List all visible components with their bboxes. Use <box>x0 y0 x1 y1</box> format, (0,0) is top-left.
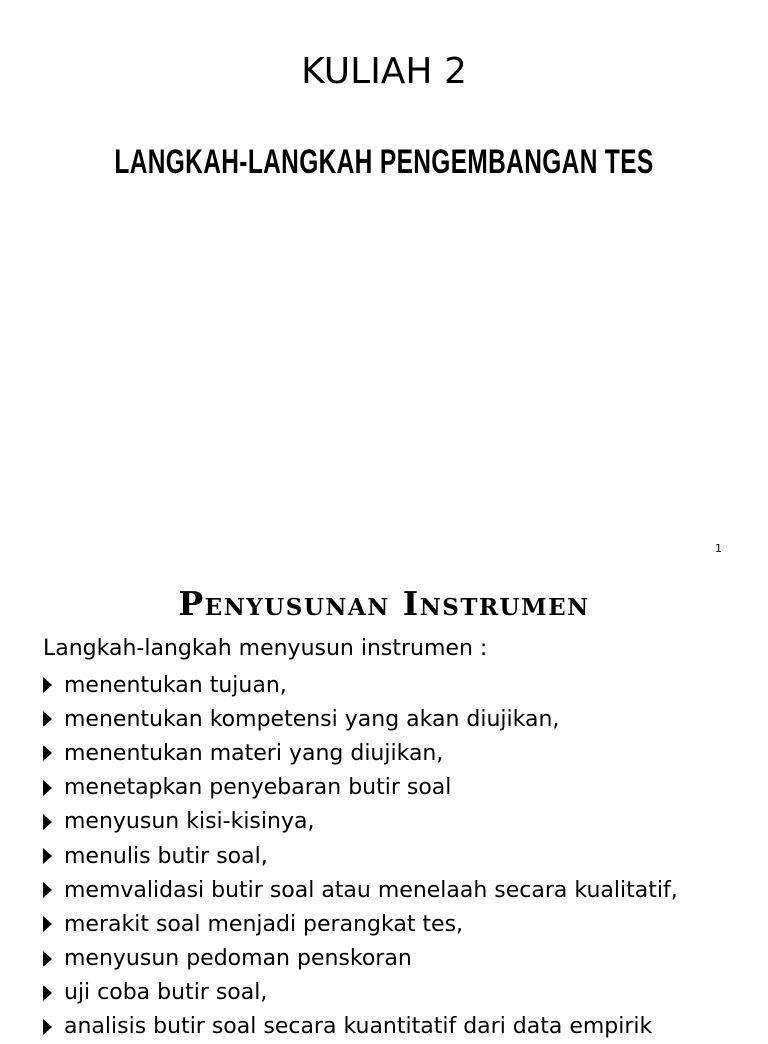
list-item <box>43 976 678 1010</box>
bullet-list <box>43 668 678 1044</box>
list-item <box>43 907 678 941</box>
list-item-text: menentukan tujuan, <box>64 672 287 698</box>
list-item-text: menyusun kisi-kisinya, <box>64 809 315 835</box>
slide-subtitle: LANGKAH-LANGKAH PENGEMBANGAN TES <box>114 143 654 181</box>
section-title: Penyusunan Instrumen <box>178 584 590 623</box>
list-item-text: menetapkan penyebaran butir soal <box>64 775 452 801</box>
triangle-right-icon <box>43 985 52 1001</box>
triangle-right-icon <box>43 848 52 864</box>
triangle-right-icon <box>43 745 52 761</box>
triangle-right-icon <box>43 916 52 932</box>
triangle-right-icon <box>43 711 52 727</box>
list-item-text: uji coba butir soal, <box>64 980 268 1006</box>
list-item <box>43 668 678 702</box>
list-item-text: menentukan materi yang diujikan, <box>64 740 444 766</box>
list-item <box>43 702 678 736</box>
slide-number: 1 <box>715 542 722 555</box>
list-item-text: analisis butir soal secara kuantitatif dari data empirik <box>64 1014 653 1040</box>
triangle-right-icon <box>43 677 52 693</box>
triangle-right-icon <box>43 1019 52 1035</box>
list-item-text: menulis butir soal, <box>64 843 268 869</box>
slide-title: KULIAH 2 <box>301 51 467 92</box>
slide-2 <box>0 572 768 1040</box>
list-item <box>43 1010 678 1044</box>
intro-text: Langkah-langkah menyusun instrumen : <box>43 636 488 661</box>
list-item-text: menyusun pedoman penskoran <box>64 946 412 972</box>
list-item-text: memvalidasi butir soal atau menelaah secara kualitatif, <box>64 877 678 903</box>
list-item <box>43 839 678 873</box>
list-item <box>43 771 678 805</box>
list-item <box>43 805 678 839</box>
list-item-text: merakit soal menjadi perangkat tes, <box>64 911 464 937</box>
triangle-right-icon <box>43 951 52 967</box>
list-item-text: menentukan kompetensi yang akan diujikan, <box>64 706 560 732</box>
list-item <box>43 736 678 770</box>
triangle-right-icon <box>43 780 52 796</box>
triangle-right-icon <box>43 882 52 898</box>
list-item <box>43 942 678 976</box>
list-item <box>43 873 678 907</box>
triangle-right-icon <box>43 814 52 830</box>
